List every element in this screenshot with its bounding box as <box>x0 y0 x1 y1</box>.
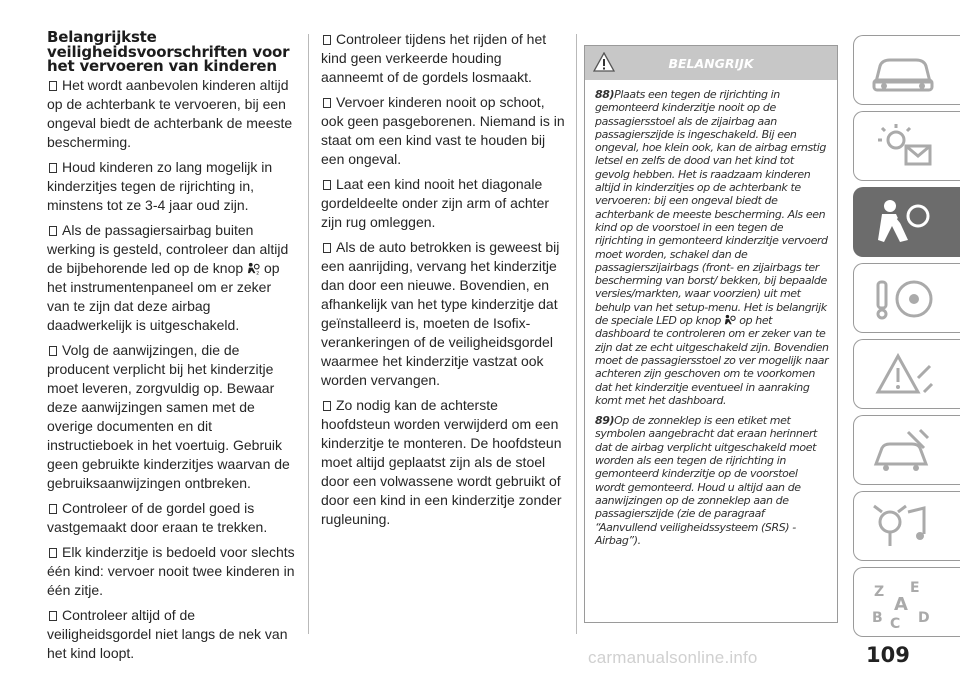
notice-body <box>585 80 837 547</box>
svg-text:B: B <box>872 610 883 626</box>
paragraph: Als de auto betrokken is geweest bij een aanrijding, vervang het kinderzitje dan door een nieuwe. Bovendien, en afhankelijk van het type kinderzitje dat geïnstalleerd is, moeten de Isofix-verankeringen of de veiligheidsgordel waarmee het kinderzitje vastzat ook worden vervangen. <box>321 239 560 388</box>
tab-car-dashboard[interactable] <box>853 35 960 105</box>
important-notice-box <box>584 45 838 623</box>
notice-header <box>585 46 837 80</box>
maintenance-icon <box>868 424 938 478</box>
page-number: 109 <box>866 643 910 667</box>
notice-title: BELANGRIJK <box>668 56 754 71</box>
svg-text:C: C <box>890 616 901 630</box>
column-divider <box>308 34 309 634</box>
warning-lights-icon <box>868 120 938 174</box>
multimedia-icon <box>868 500 938 554</box>
bullet-square-icon <box>323 98 331 108</box>
watermark: carmanualsonline.info <box>588 648 758 667</box>
paragraph: Controleer of de gordel goed is vastgemaakt door eraan te trekken. <box>47 499 268 535</box>
paragraph: Controleer altijd of de veiligheidsgordel niet langs de nek van het kind loopt. <box>47 606 288 661</box>
bullet-square-icon <box>323 35 331 45</box>
paragraph: Vervoer kinderen nooit op schoot, ook geen pasgeborenen. Niemand is in staat om een kind vast te houden bij een ongeval. <box>321 94 565 167</box>
note-88: 88)Plaats een tegen de rijrichting in gemonteerd kinderzitje nooit op de passagiersstoel als de zijairbag aan passagierszijde is ingeschakeld. Bij een ongeval, hoe klein ook, kan de airbag ernstig letsel en zelfs de dood van het kind tot gevolg hebben. Het is raadzaam kinderen altijd in kinderzitjes op de achterbank te vervoeren: bij een ongeval biedt de achterbank de meeste bescherming. Als een kind op de voorstoel in een tegen de rijrichting in gemonteerd kinderzitje vervoerd moet worden, schakel dan de passagierszijairbags (front- en zijairbags ter bescherming van borst/ bekken, bij bepaalde versies/markten, waar voorzien) uit met behulp van het setup-menu. Het is belangrijk de speciale LED op knop op het dashboard te controleren om er zeker van te zijn dat ze echt uitgeschakeld zijn. Bovendien moet de passagiersstoel zo ver mogelijk naar achteren zijn geschoven om te voorkomen dat het kinderzitje eventueel in aanraking komt met het dashboard. <box>595 88 829 407</box>
bullet-square-icon <box>323 401 331 411</box>
bullet-square-icon <box>49 163 57 173</box>
svg-text:A: A <box>894 594 908 615</box>
paragraph: Zo nodig kan de achterste hoofdsteun worden verwijderd om een kinderzitje te monteren. De hoofdsteun moet altijd geplaatst zijn als de stoel door een volwassene wordt gebruikt of door een kind in een kinderzitje zonder rugleuning. <box>321 397 562 527</box>
tab-index-letters[interactable] <box>853 567 960 637</box>
section-heading: Belangrijkste veiligheidsvoorschriften voor het vervoeren van kinderen <box>47 28 290 75</box>
svg-text:2: 2 <box>256 271 260 275</box>
left-column <box>47 30 297 669</box>
key-steering-icon <box>868 272 938 326</box>
paragraph: Laat een kind nooit het diagonale gordeldeelte onder zijn arm of achter zijn rug omleggen. <box>321 176 550 230</box>
airbag-off-icon <box>724 314 736 326</box>
paragraph: Elk kinderzitje is bedoeld voor slechts één kind: vervoer nooit twee kinderen in één zitje. <box>47 543 295 598</box>
seat-safety-icon <box>868 196 938 250</box>
car-dashboard-icon <box>868 44 938 98</box>
bullet-square-icon <box>323 243 331 253</box>
paragraph: Volg de aanwijzingen, die de producent verplicht bij het kinderzitje moet leveren, zorgvuldig op. Bewaar deze aanwijzingen samen met de overige documenten en dit instructieboek in het voertuig. Gebruik geen gebruikte kinderzitjes waarvan de gebruiksaanwijzingen ontbreken. <box>47 341 290 491</box>
paragraph: Houd kinderen zo lang mogelijk in kinderzitjes tegen de rijrichting in, minstens tot ze 3-4 jaar oud zijn. <box>47 158 273 213</box>
middle-column <box>321 30 565 535</box>
svg-text:D: D <box>918 610 930 626</box>
bullet-square-icon <box>49 611 57 621</box>
breakdown-icon <box>868 348 938 402</box>
index-letters-icon <box>868 576 938 630</box>
bullet-square-icon <box>49 346 57 356</box>
bullet-square-icon <box>49 81 57 91</box>
bullet-square-icon <box>49 226 57 236</box>
paragraph: Het wordt aanbevolen kinderen altijd op de achterbank te vervoeren, bij een ongeval biedt de achterbank de meeste bescherming. <box>47 76 293 150</box>
chapter-sidebar <box>853 35 960 640</box>
tab-breakdown[interactable] <box>853 339 960 409</box>
paragraph: Als de passagiersairbag buiten werking is gesteld, controleer dan altijd de bijbehorende led op de knop 2 op het instrumentenpaneel om er zeker van te zijn dat deze airbag daadwerkelijk is uitgeschakeld. <box>47 221 289 333</box>
note-89: 89)Op de zonneklep is een etiket met symbolen aangebracht dat eraan herinnert dat de airbag verplicht uitgeschakeld moet worden als een tegen de rijrichting in gemonteerd kinderzitje op de voorstoel wordt gemonteerd. Houd u altijd aan de aanwijzingen op de zonneklep aan de passagierszijde (zie de paragraaf “Aanvullend veiligheidssysteem (SRS) - Airbag”). <box>595 414 817 547</box>
bullet-square-icon <box>49 548 57 558</box>
airbag-off-icon <box>247 262 260 275</box>
tab-multimedia[interactable] <box>853 491 960 561</box>
tab-maintenance[interactable] <box>853 415 960 485</box>
tab-key-steering[interactable] <box>853 263 960 333</box>
tab-seat-safety[interactable] <box>853 187 960 257</box>
bullet-square-icon <box>323 180 331 190</box>
paragraph: Controleer tijdens het rijden of het kind geen verkeerde houding aanneemt of de gordels losmaakt. <box>321 31 547 85</box>
tab-warning-lights[interactable] <box>853 111 960 181</box>
column-divider <box>576 34 577 634</box>
bullet-square-icon <box>49 504 57 514</box>
svg-text:E: E <box>910 580 920 596</box>
svg-text:Z: Z <box>874 584 885 600</box>
